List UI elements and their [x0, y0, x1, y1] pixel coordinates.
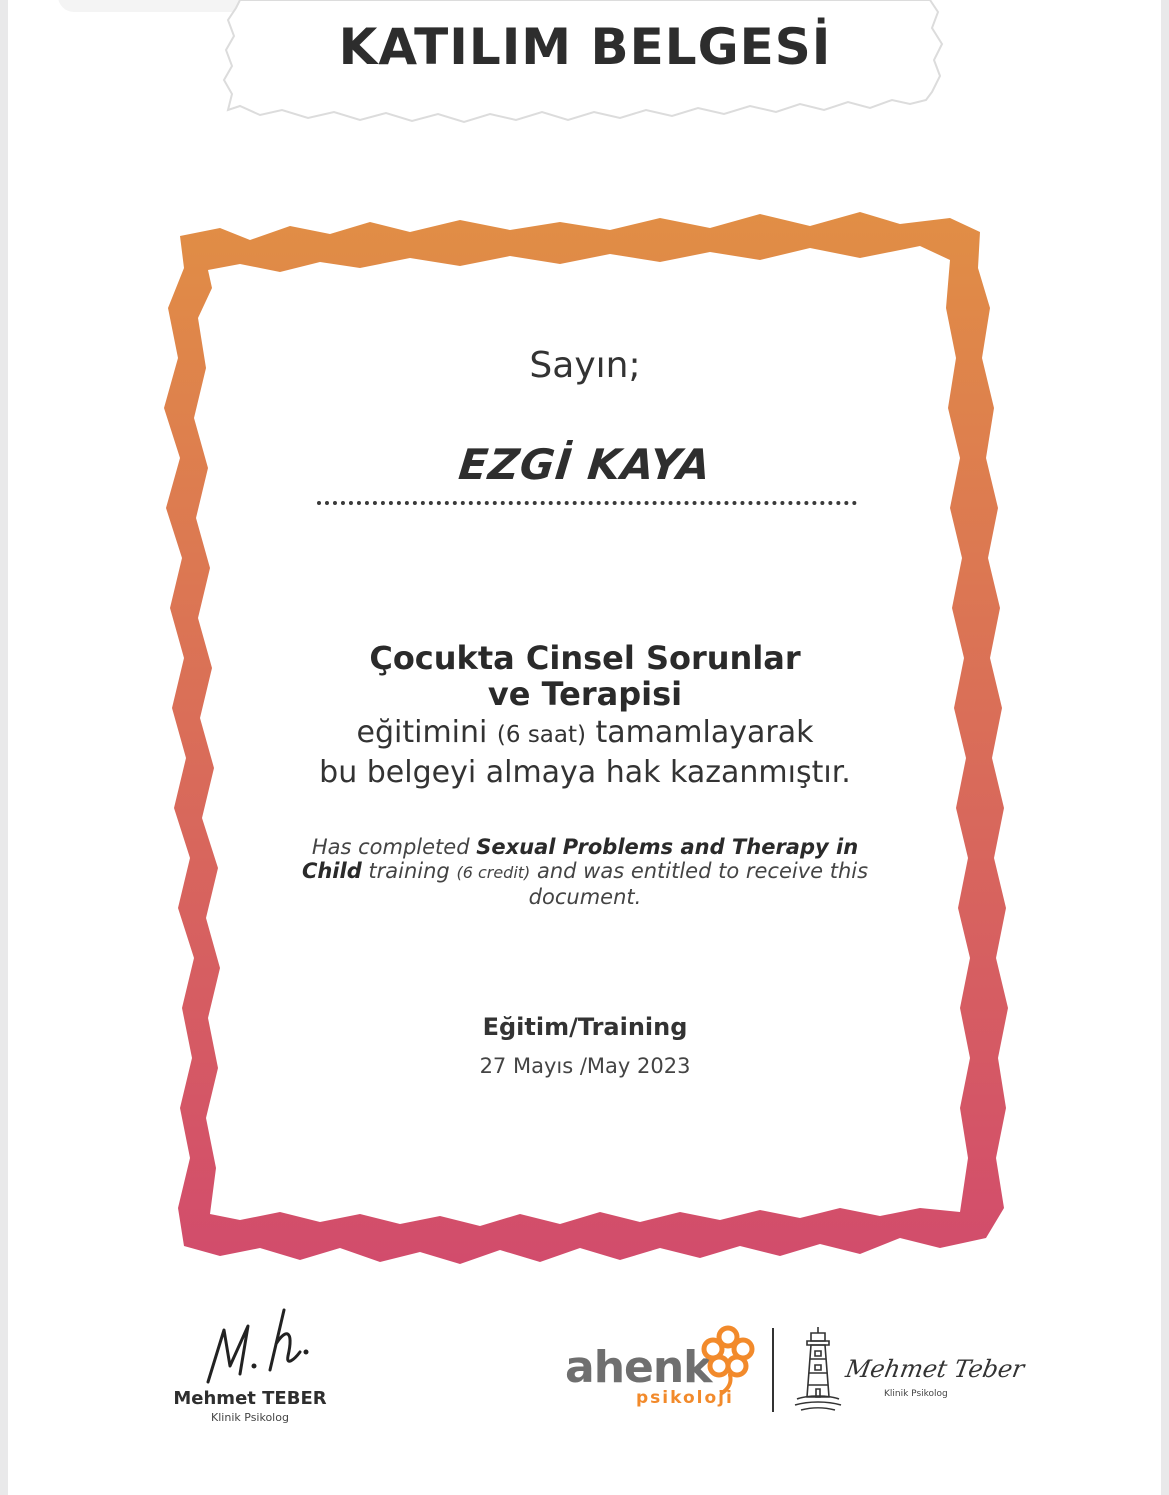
signatory-title: Klinik Psikolog [211, 1411, 289, 1424]
completion-part2: tamamlayarak [586, 715, 814, 750]
name-dotted-line [317, 493, 857, 505]
signatory-name: Mehmet TEBER [173, 1388, 327, 1409]
english-part1: Has completed [311, 835, 477, 859]
training-date: 27 Mayıs /May 2023 [479, 1054, 691, 1078]
logo-divider [772, 1328, 774, 1412]
completion-part1: eğitimini [356, 715, 497, 750]
english-text [285, 835, 885, 909]
brand-signature: Mehmet Teber [843, 1355, 1027, 1383]
brand-title: Klinik Psikolog [884, 1389, 948, 1399]
recipient-name: EZGİ KAYA [456, 440, 714, 489]
course-title-line2: ve Terapisi [487, 675, 683, 713]
ahenk-logo-text: ahenk [565, 1342, 712, 1393]
course-title-line1: Çocukta Cinsel Sorunlar [369, 639, 801, 677]
course-title [250, 640, 920, 712]
signature-block [160, 1300, 340, 1430]
english-part2: training [361, 859, 457, 883]
psikoloji-logo-text: psikoloji [636, 1388, 734, 1408]
completion-text [250, 714, 920, 792]
certificate-title: KATILIM BELGESİ [338, 18, 832, 76]
completion-line2: bu belgeyi almaya hak kazanmıştır. [319, 755, 851, 790]
handwritten-signature [190, 1300, 320, 1390]
flower-logo-icon [700, 1325, 756, 1395]
english-credit: (6 credit) [456, 863, 531, 882]
english-course: Sexual Problems and Therapy in Child [301, 835, 859, 883]
greeting: Sayın; [529, 345, 641, 386]
lighthouse-icon [793, 1325, 843, 1411]
english-part3: and was entitled to receive this document. [528, 859, 869, 909]
training-label: Eğitim/Training [482, 1013, 688, 1041]
completion-hours: (6 saat) [496, 722, 586, 748]
